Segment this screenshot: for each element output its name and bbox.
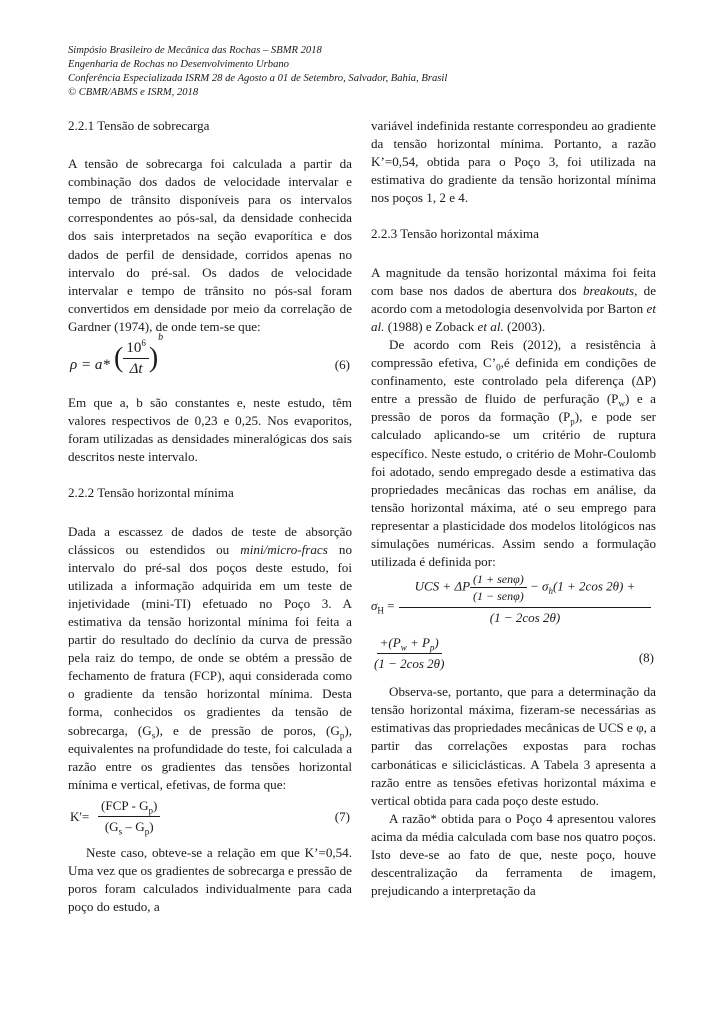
section-heading-2-2-2: 2.2.2 Tensão horizontal mínima	[68, 485, 234, 501]
paragraph-k-ratio: Neste caso, obteve-se a relação em que K’=0,54. Uma vez que os gradientes de sobrecarga e pressão de poros foram calculados individualmente para cada poço do estudo, a	[68, 844, 352, 915]
equation-7	[68, 794, 352, 844]
eq7-numerator: $(FCP - G_p)$	[98, 796, 160, 817]
left-column	[68, 117, 352, 916]
paragraph-max-horizontal-stress: A magnitude da tensão horizontal máxima foi feita com base nos dados de abertura dos breakouts, de acordo com a metodologia desenvolvida por Barton et al. (1988) e Zoback et al. (2003).	[371, 264, 657, 334]
equation-8	[371, 571, 656, 683]
paragraph-observation: Observa-se, portanto, que para a determinação da tensão horizontal máxima, fizeram-se necessárias as estimativas das propriedades mecânicas de UCS e φ, a partir das correlações expostas para rochas carbonáticas e siliciclásticas. A Tabela 3 apresenta a razão entre as tensões efetivas horizontal máxima e vertical obtida para cada poço deste estudo.	[371, 684, 656, 808]
equation-6: ρ = a* ( $\frac{10^6}{\Delta t}$ )$^b$ (6)	[70, 331, 350, 378]
header-line-3: Conferência Especializada ISRM 28 de Agosto a 01 de Setembro, Salvador, Bahia, Brasil	[68, 73, 448, 84]
equation-number-7: (7)	[334, 808, 350, 824]
eq7-denominator: $(G_s - G_p)$	[104, 818, 154, 837]
eq6-num-exp: 6	[141, 338, 146, 349]
paragraph-min-horizontal-stress: Dada a escassez de dados de teste de absorção clássicos ou estendidos ou mini/micro-fracs no intervalo do pré-sal dos poços deste estudo, foi utilizada a informação adquirida em um teste de injetividade (mini-TI) efetuado no Poço 3. A estimativa da tensão horizontal mínima foi feita a partir do resultado do declínio da curva de pressão pela raiz do tempo, de onde se obtém a pressão de fechamento de fratura (FCP), aqui considerada como o gradiente da tensão horizontal mínima. Desta forma, conhecidos os gradientes da tensão de sobrecarga, $(G_s)$, e de pressão de poros, $(G_p)$, equivalentes na profundidade do teste, foi calculada a razão entre os gradientes das tensões horizontal mínima e vertical, efetivas, de forma que:	[68, 523, 352, 792]
right-column	[371, 117, 656, 900]
paragraph-compressive-strength: De acordo com Reis (2012), a resistência à compressão efetiva, $C’_0,é$ definida em condições de confinamento, este controlado pela diferença (ΔP) entre a pressão de fluido de perfuração $(P_w)$ e a pressão de poros da formação $(P_p)$, e pode ser calculado aplicando-se um critério de ruptura específico. Neste estudo, o critério de Mohr-Coulomb foi adotado, sendo empregado desde a estimativa das propriedades mecânicas das rochas em análise, da tensão horizontal máxima, até o seu emprego para representar a plasticidade dos modelos litológicos nas simulações numéricas. Assim sendo a formulação utilizada é definida por:	[371, 336, 657, 570]
paragraph-overburden: A tensão de sobrecarga foi calculada a partir da combinação dos dados de velocidade intervalar e tempo de trânsito disponíveis para os intervalos correspondentes ao pós-sal, da densidade conhecida dos sais interpretados na seção evaporítica e dos dados de perfil de densidade, corridos apenas no intervalo do pré-sal. Os dados de velocidade intervalar e tempo de trânsito no pós-sal foram convertidos em densidade por meio da correlação de Gardner (1974), de onde tem-se que:	[68, 156, 352, 334]
section-heading-2-2-1: 2.2.1 Tensão de sobrecarga	[68, 118, 210, 133]
eq7-lhs: K'=	[70, 808, 90, 824]
eq8-denominator-1: (1 − 2cos 2θ)	[489, 610, 561, 626]
paragraph-ratio-well-4: A razão* obtida para o Poço 4 apresentou valores acima da média calculada com base nos quatro poços. Isto deve-se ao fato de que, neste poço, houve descentralização da ferramenta de imagem, prejudicando a interpretação da	[371, 810, 656, 899]
paragraph-constants: Em que a, b são constantes e, neste estudo, têm valores respectivos de 0,23 e 0,25. Nos evaporitos, foram utilizadas as densidades mineralógicas dos sais descritos neste intervalo.	[68, 395, 352, 465]
eq8-lhs: $\sigma_H$ =	[371, 598, 395, 616]
eq8-numerator: UCS + ΔP $\frac{\text{(1 + senφ)}}{\text{(1 − senφ)}}$ − $\sigma_h(1 + 2\cos$ 2θ) +	[399, 571, 651, 608]
equation-number-8: (8)	[638, 650, 654, 666]
eq6-exp: b	[158, 331, 164, 343]
header-line-1: Simpósio Brasileiro de Mecânica das Rochas – SBMR 2018	[68, 45, 322, 56]
section-heading-2-2-3: 2.2.3 Tensão horizontal máxima	[371, 226, 539, 242]
header-line-2: Engenharia de Rochas no Desenvolvimento Urbano	[68, 59, 289, 70]
conference-header	[68, 44, 668, 100]
eq6-num: 10	[126, 340, 142, 357]
eq8-second-term: $\frac{+(P_w + P_p)}{(1 - 2\cos 2\theta)}$	[374, 635, 445, 672]
eq6-lhs: ρ = a*	[70, 357, 110, 374]
equation-number-6: (6)	[334, 357, 350, 373]
eq6-den: Δt	[129, 361, 143, 378]
paragraph-continuation: variável indefinida restante correspondeu ao gradiente da tensão horizontal mínima. Portanto, a razão K’=0,54, obtida para o Poço 3, foi utilizada na estimativa do gradiente da tensão horizontal mínima nos poços 1, 2 e 4.	[371, 118, 656, 206]
header-line-4: © CBMR/ABMS e ISRM, 2018	[68, 87, 199, 98]
